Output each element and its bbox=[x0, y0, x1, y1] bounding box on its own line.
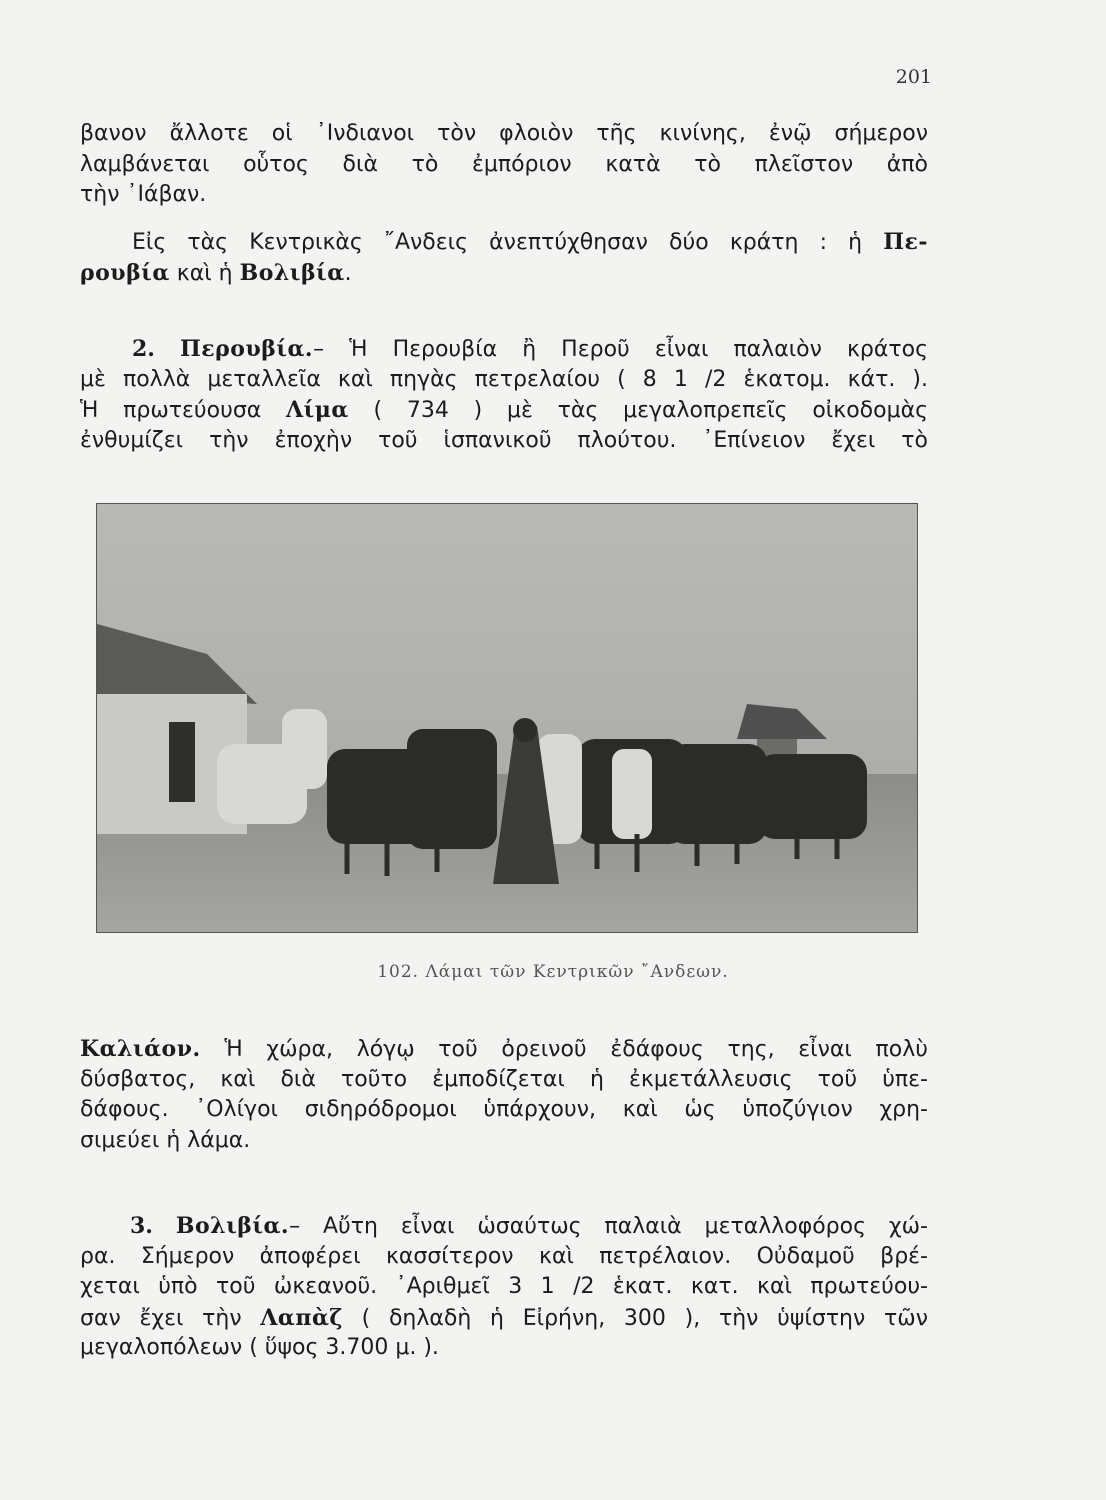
photo-illustration bbox=[97, 504, 917, 932]
text-line bbox=[80, 258, 928, 289]
page-number: 201 bbox=[895, 66, 932, 88]
text-line: ρα. Σήμερον ἀποφέρει κασσίτερον καὶ πετρέλαιον. Οὐδαμοῦ βρέ- bbox=[80, 1243, 928, 1269]
intro-paragraph bbox=[80, 119, 928, 211]
text-line bbox=[80, 1303, 928, 1334]
text-line: μεγαλοπόλεων ( ὕψος 3.700 μ. ). bbox=[80, 1335, 439, 1360]
capital-lapaz: Λαπὰζ bbox=[260, 1304, 343, 1331]
callao-paragraph bbox=[80, 1034, 928, 1156]
andes-bold-peru-cont: ρουβία bbox=[80, 259, 170, 286]
andes-paragraph bbox=[80, 227, 928, 288]
figure-caption: 102. Λάμαι τῶν Κεντρικῶν ῎Ανδεων. bbox=[377, 962, 729, 982]
text-line: βανον ἄλλοτε οἱ ᾿Ινδιανοι τὸν φλοιὸν τῆς κινίνης, ἐνῷ σήμερον bbox=[80, 121, 928, 146]
text-fragment: σαν ἔχει τὴν bbox=[80, 1305, 261, 1331]
andes-bold-peru: Πε- bbox=[883, 229, 928, 255]
capital-lima: Λίμα bbox=[286, 397, 349, 423]
port-callao: Καλιάον. bbox=[80, 1036, 201, 1062]
andes-period: . bbox=[344, 260, 352, 286]
text-line: χεται ὑπὸ τοῦ ὠκεανοῦ. ᾿Αριθμεῖ 3 1 /2 ἑκατ. κατ. καὶ πρωτεύου- bbox=[80, 1274, 928, 1299]
text-line bbox=[80, 395, 928, 426]
text-line bbox=[80, 1034, 928, 1065]
peru-section bbox=[80, 334, 928, 456]
text-line: ἐνθυμίζει τὴν ἐποχὴν τοῦ ἱσπανικοῦ πλούτου. ᾿Επίνειον ἔχει τὸ bbox=[80, 427, 928, 453]
text-fragment: ( 734 ) μὲ τὰς μεγαλοπρεπεῖς οἰκοδομὰς bbox=[348, 398, 928, 423]
text-fragment: ( δηλαδὴ ἡ Εἰρήνη, 300 ), τὴν ὑψίστην τῶν bbox=[342, 1305, 928, 1331]
text-fragment: – Ἡ Περουβία ἢ Περοῦ εἶναι παλαιὸν κράτος bbox=[313, 337, 928, 362]
text-line: δύσβατος, καὶ διὰ τοῦτο ἐμποδίζεται ἡ ἐκμετάλλευσις τοῦ ὑπε- bbox=[80, 1066, 928, 1092]
section-heading-line bbox=[80, 334, 928, 365]
text-line: δάφους. ᾿Ολίγοι σιδηρόδρομοι ὑπάρχουν, καὶ ὡς ὑποζύγιον χρη- bbox=[80, 1097, 928, 1122]
section-number: 2. bbox=[132, 336, 155, 362]
andes-text: καὶ ἡ bbox=[169, 260, 240, 286]
text-fragment: – Αὔτη εἶναι ὡσαύτως παλαιὰ μεταλλοφόρος χώ- bbox=[289, 1214, 928, 1239]
text-line: λαμβάνεται οὗτος διὰ τὸ ἐμπόριον κατὰ τὸ πλεῖστον ἀπὸ bbox=[80, 151, 928, 177]
llama-photograph bbox=[96, 503, 918, 933]
section-title: Βολιβία. bbox=[175, 1213, 290, 1239]
text-fragment: Ἡ πρωτεύουσα bbox=[80, 398, 287, 423]
text-line: μὲ πολλὰ μεταλλεῖα καὶ πηγὰς πετρελαίου ( 8 1 /2 ἑκατομ. κάτ. ). bbox=[80, 366, 928, 392]
text-line: σιμεύει ἡ λάμα. bbox=[80, 1127, 251, 1153]
section-number: 3. bbox=[130, 1213, 153, 1239]
bolivia-section bbox=[80, 1211, 928, 1364]
andes-text: Εἰς τὰς Κεντρικὰς ῎Ανδεις ἀνεπτύχθησαν δύο κράτη : ἡ bbox=[132, 230, 884, 255]
text-line: τὴν ᾿Ιάβαν. bbox=[80, 182, 207, 207]
text-fragment: Ἡ χώρα, λόγῳ τοῦ ὀρεινοῦ ἐδάφους της, εἶναι πολὺ bbox=[200, 1037, 928, 1062]
section-heading-line bbox=[80, 1211, 928, 1242]
andes-bold-bolivia: Βολιβία bbox=[239, 259, 345, 286]
section-title: Περουβία. bbox=[180, 336, 314, 362]
text-line bbox=[80, 227, 928, 258]
